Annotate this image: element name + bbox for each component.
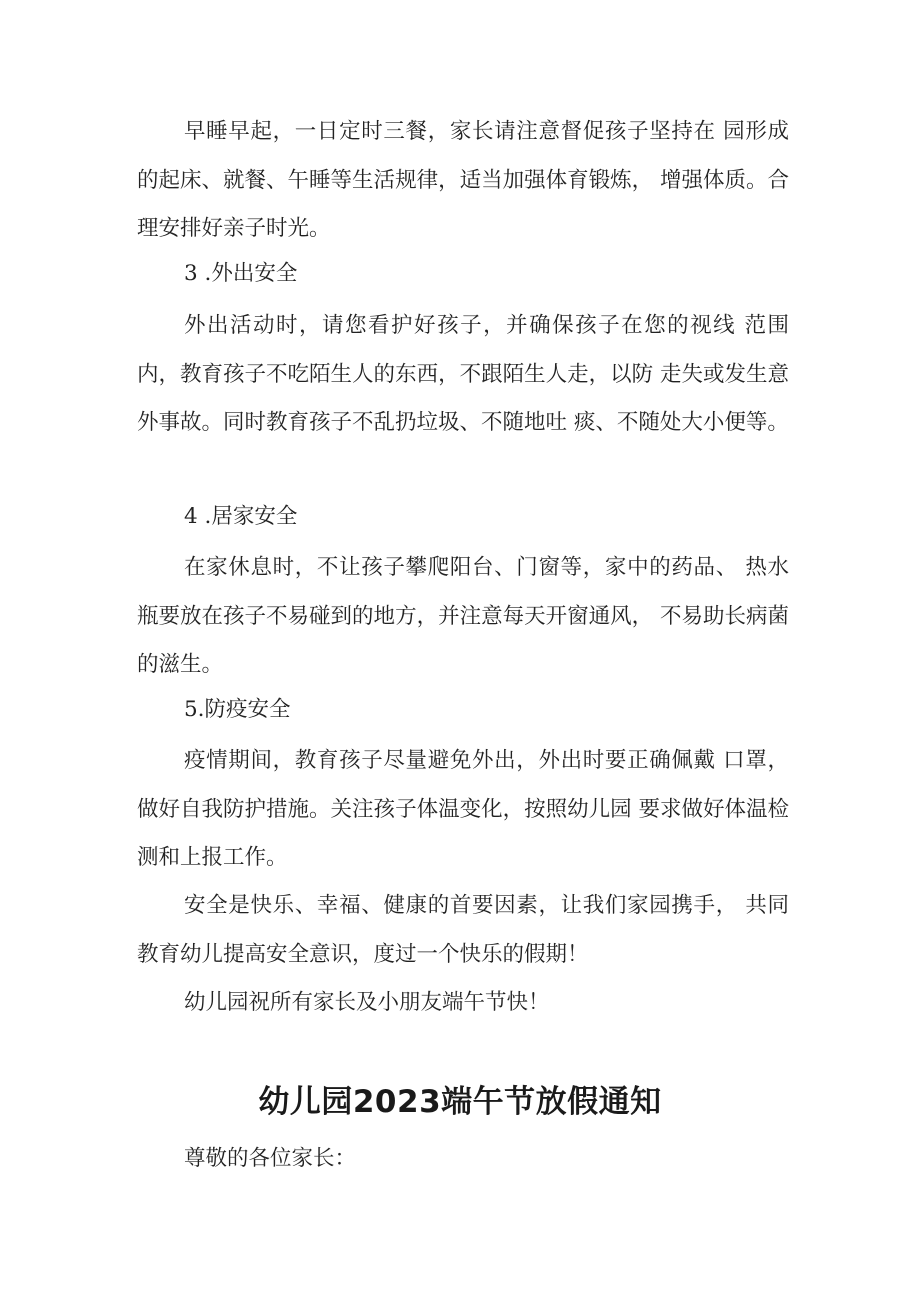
paragraph-outdoor-safety: 外出活动时，请您看护好孩子，并确保孩子在您的视线 范围内，教育孩子不吃陌生人的东西，不跟陌生人走，以防 走失或发生意外事故。同时教育孩子不乱扔垃圾、不随地吐 痰、不随处大小便等。 bbox=[137, 313, 789, 436]
paragraph-wishes: 幼儿园祝所有家长及小朋友端午节快！ bbox=[184, 990, 550, 1015]
heading-epidemic-safety: 5.防疫安全 bbox=[184, 697, 291, 722]
notice-salutation: 尊敬的各位家长： bbox=[184, 1146, 357, 1171]
heading-outdoor-safety: 3 .外出安全 bbox=[184, 261, 298, 286]
notice-title: 幼儿园2023端午节放假通知 bbox=[258, 1084, 662, 1120]
paragraph-routine: 早睡早起，一日定时三餐，家长请注意督促孩子坚持在 园形成的起床、就餐、午睡等生活规律，适当加强体育锻炼， 增强体质。合理安排好亲子时光。 bbox=[137, 119, 789, 242]
paragraph-home-safety: 在家休息时，不让孩子攀爬阳台、门窗等，家中的药品、 热水瓶要放在孩子不易碰到的地方，并注意每天开窗通风， 不易助长病菌的滋生。 bbox=[137, 555, 789, 678]
heading-home-safety: 4 .居家安全 bbox=[184, 504, 298, 529]
paragraph-epidemic-safety: 疫情期间，教育孩子尽量避免外出，外出时要正确佩戴 口罩，做好自我防护措施。关注孩子体温变化，按照幼儿园 要求做好体温检测和上报工作。 bbox=[137, 748, 789, 871]
paragraph-closing: 安全是快乐、幸福、健康的首要因素，让我们家园携手， 共同教育幼儿提高安全意识，度过一个快乐的假期！ bbox=[137, 893, 789, 967]
